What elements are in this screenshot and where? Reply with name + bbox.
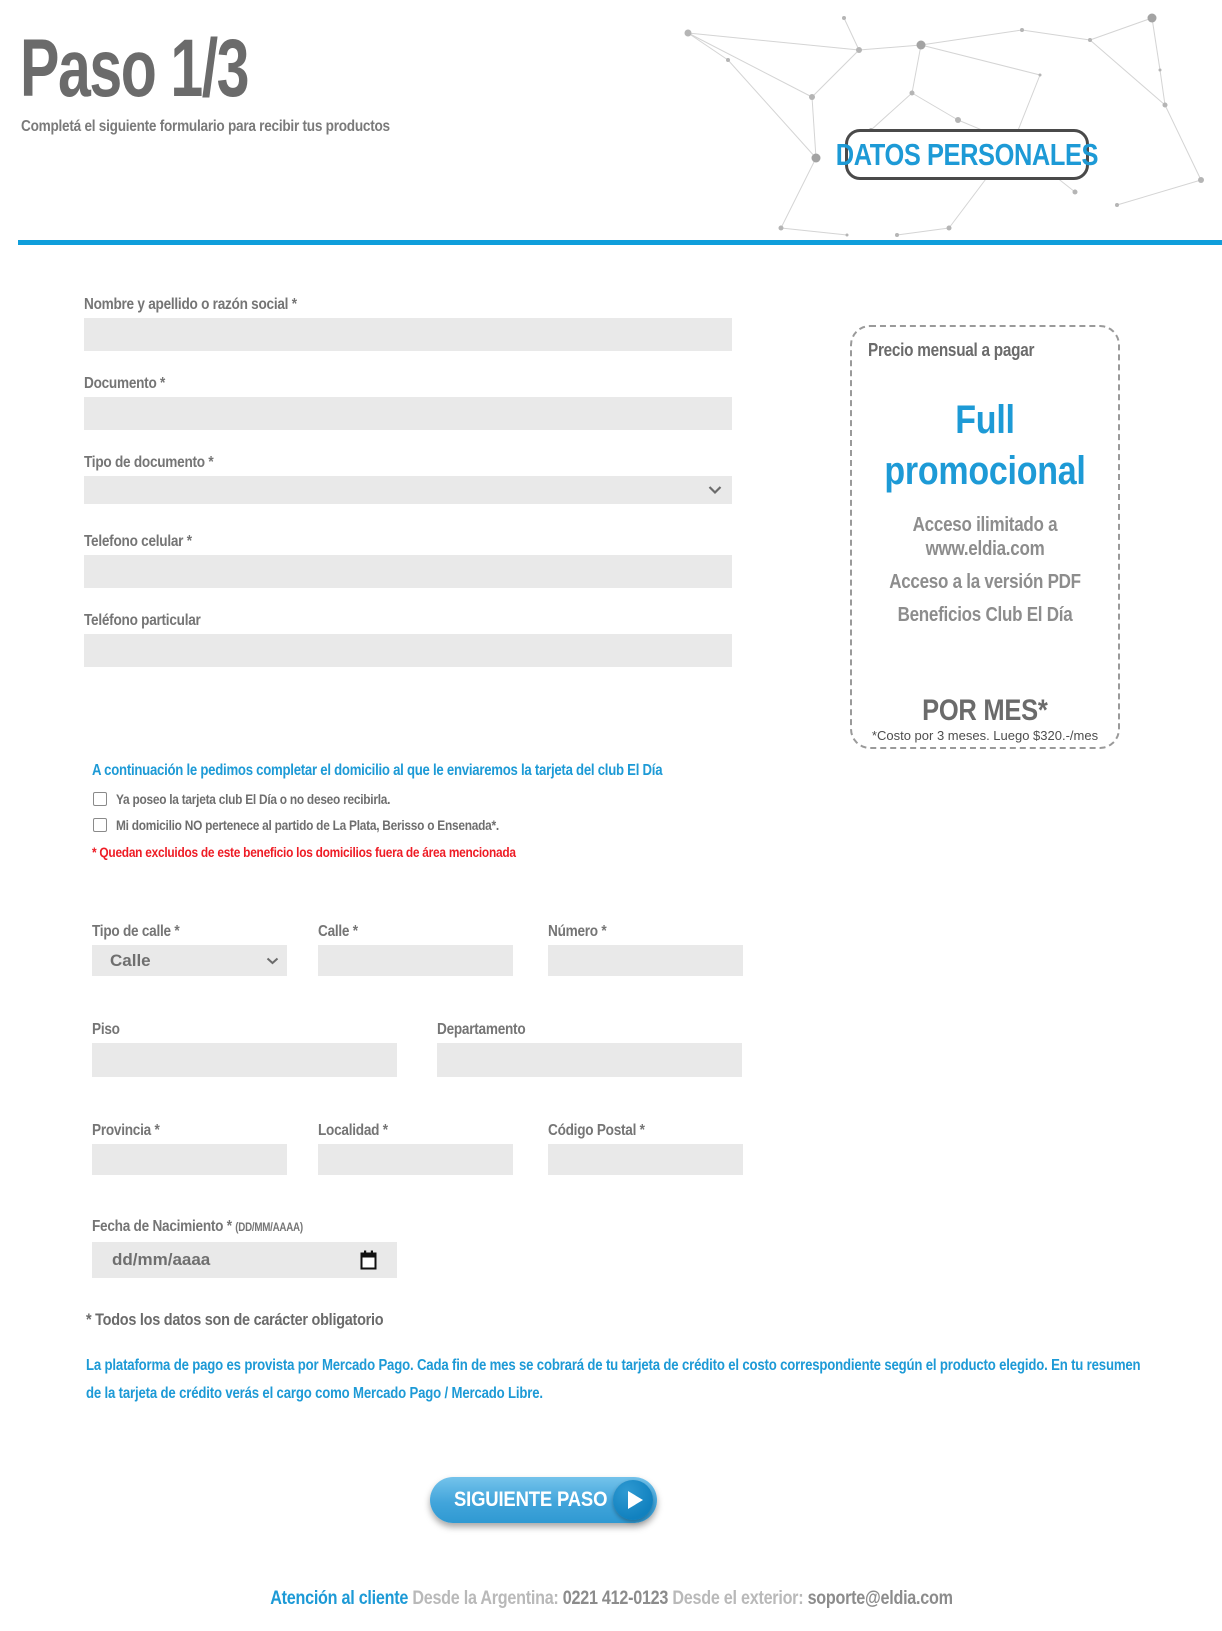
document-type-field	[84, 453, 744, 504]
floor-label: Piso	[92, 1021, 120, 1038]
outside-area-checkbox[interactable]	[93, 818, 107, 832]
calendar-icon	[360, 1250, 377, 1270]
apartment-label: Departamento	[437, 1021, 526, 1038]
city-field	[318, 1121, 513, 1175]
birthdate-label: Fecha de Nacimiento *	[92, 1218, 232, 1235]
plan-benefit-club: Beneficios Club El Día	[897, 604, 1073, 626]
required-note: * Todos los datos son de carácter obligatorio	[86, 1310, 384, 1329]
street-number-input[interactable]	[548, 945, 743, 976]
full-name-input[interactable]	[84, 318, 732, 351]
own-card-checkbox-label: Ya poseo la tarjeta club El Día o no deseo recibirla.	[116, 791, 391, 807]
city-input[interactable]	[318, 1144, 513, 1175]
badge-label: DATOS PERSONALES	[835, 136, 1099, 172]
birthdate-input[interactable]	[92, 1242, 397, 1278]
birthdate-input-wrap	[92, 1242, 397, 1278]
street-name-field	[318, 922, 513, 976]
plan-name: Full promocional	[884, 398, 1086, 493]
document-input[interactable]	[84, 397, 732, 430]
address-section-heading: A continuación le pedimos completar el domicilio al que le enviaremos la tarjeta del club El Día	[92, 762, 663, 779]
cell-phone-field	[84, 532, 744, 588]
play-icon	[613, 1480, 653, 1520]
plan-period: POR MES*	[922, 694, 1048, 727]
exterior-label: Desde el exterior:	[671, 1588, 803, 1609]
document-type-select[interactable]	[84, 476, 732, 504]
home-phone-field	[84, 611, 744, 667]
datos-personales-badge	[835, 129, 1099, 180]
floor-input[interactable]	[92, 1043, 397, 1077]
apartment-input[interactable]	[437, 1043, 742, 1077]
province-row	[92, 1121, 744, 1175]
street-number-label: Número *	[548, 923, 607, 940]
street-type-field	[92, 922, 287, 976]
street-name-label: Calle *	[318, 923, 358, 940]
floor-field	[92, 1020, 397, 1077]
header-divider	[18, 240, 1222, 245]
postal-code-input[interactable]	[548, 1144, 743, 1175]
birthdate-format-hint: (DD/MM/AAAA)	[235, 1222, 303, 1234]
own-card-checkbox[interactable]	[93, 792, 107, 806]
plan-price: $60	[944, 632, 1026, 697]
own-card-checkbox-row	[92, 790, 744, 808]
document-type-label: Tipo de documento *	[84, 454, 214, 471]
phone-number: 0221 412-0123	[562, 1588, 668, 1609]
postal-code-label: Código Postal *	[548, 1122, 645, 1139]
province-field	[92, 1121, 287, 1175]
price-box	[850, 325, 1120, 749]
province-input[interactable]	[92, 1144, 287, 1175]
network-graphic	[647, 0, 1222, 238]
document-label: Documento *	[84, 375, 166, 392]
support-label: Atención al cliente	[269, 1588, 408, 1609]
argentina-label: Desde la Argentina:	[411, 1588, 559, 1609]
personal-data-form	[84, 295, 744, 1330]
plan-benefit-pdf: Acceso a la versión PDF	[889, 571, 1081, 593]
outside-area-checkbox-label: Mi domicilio NO pertenece al partido de La Plata, Berisso o Ensenada*.	[116, 817, 499, 833]
exclusion-note: * Quedan excluidos de este beneficio los domicilios fuera de área mencionada	[92, 844, 516, 860]
apartment-field	[437, 1020, 742, 1077]
floor-apartment-row	[92, 1020, 744, 1077]
outside-area-checkbox-row	[92, 816, 744, 834]
home-phone-label: Teléfono particular	[84, 612, 201, 629]
home-phone-input[interactable]	[84, 634, 732, 667]
page-title: Paso 1/3	[20, 23, 249, 114]
street-row	[92, 922, 744, 976]
street-type-select[interactable]	[92, 945, 287, 976]
price-footnote: *Costo por 3 meses. Luego $320.-/mes	[871, 728, 1099, 743]
next-step-button-label: SIGUIENTE PASO	[454, 1488, 608, 1511]
support-email: soporte@eldia.com	[807, 1588, 953, 1609]
document-field	[84, 374, 744, 430]
full-name-label: Nombre y apellido o razón social *	[84, 296, 297, 313]
postal-code-field	[548, 1121, 743, 1175]
full-name-field	[84, 295, 744, 351]
city-label: Localidad *	[318, 1122, 388, 1139]
cell-phone-label: Telefono celular *	[84, 533, 192, 550]
footer	[0, 1588, 1222, 1610]
street-name-input[interactable]	[318, 945, 513, 976]
price-box-heading: Precio mensual a pagar	[868, 340, 1035, 360]
cell-phone-input[interactable]	[84, 555, 732, 588]
plan-benefit-web: Acceso ilimitado a www.eldia.com	[912, 514, 1058, 560]
next-step-button[interactable]	[430, 1477, 657, 1523]
street-number-field	[548, 922, 743, 976]
payment-note: La plataforma de pago es provista por Mercado Pago. Cada fin de mes se cobrará de tu tarjeta de crédito el costo correspondiente según el producto elegido. En tu resumen de la tarjeta de crédito verás el cargo como Mercado Pago / Mercado Libre.	[86, 1357, 1141, 1402]
birthdate-field	[92, 1217, 744, 1278]
page-subtitle: Completá el siguiente formulario para recibir tus productos	[21, 118, 390, 135]
street-type-label: Tipo de calle *	[92, 923, 180, 940]
province-label: Provincia *	[92, 1122, 160, 1139]
